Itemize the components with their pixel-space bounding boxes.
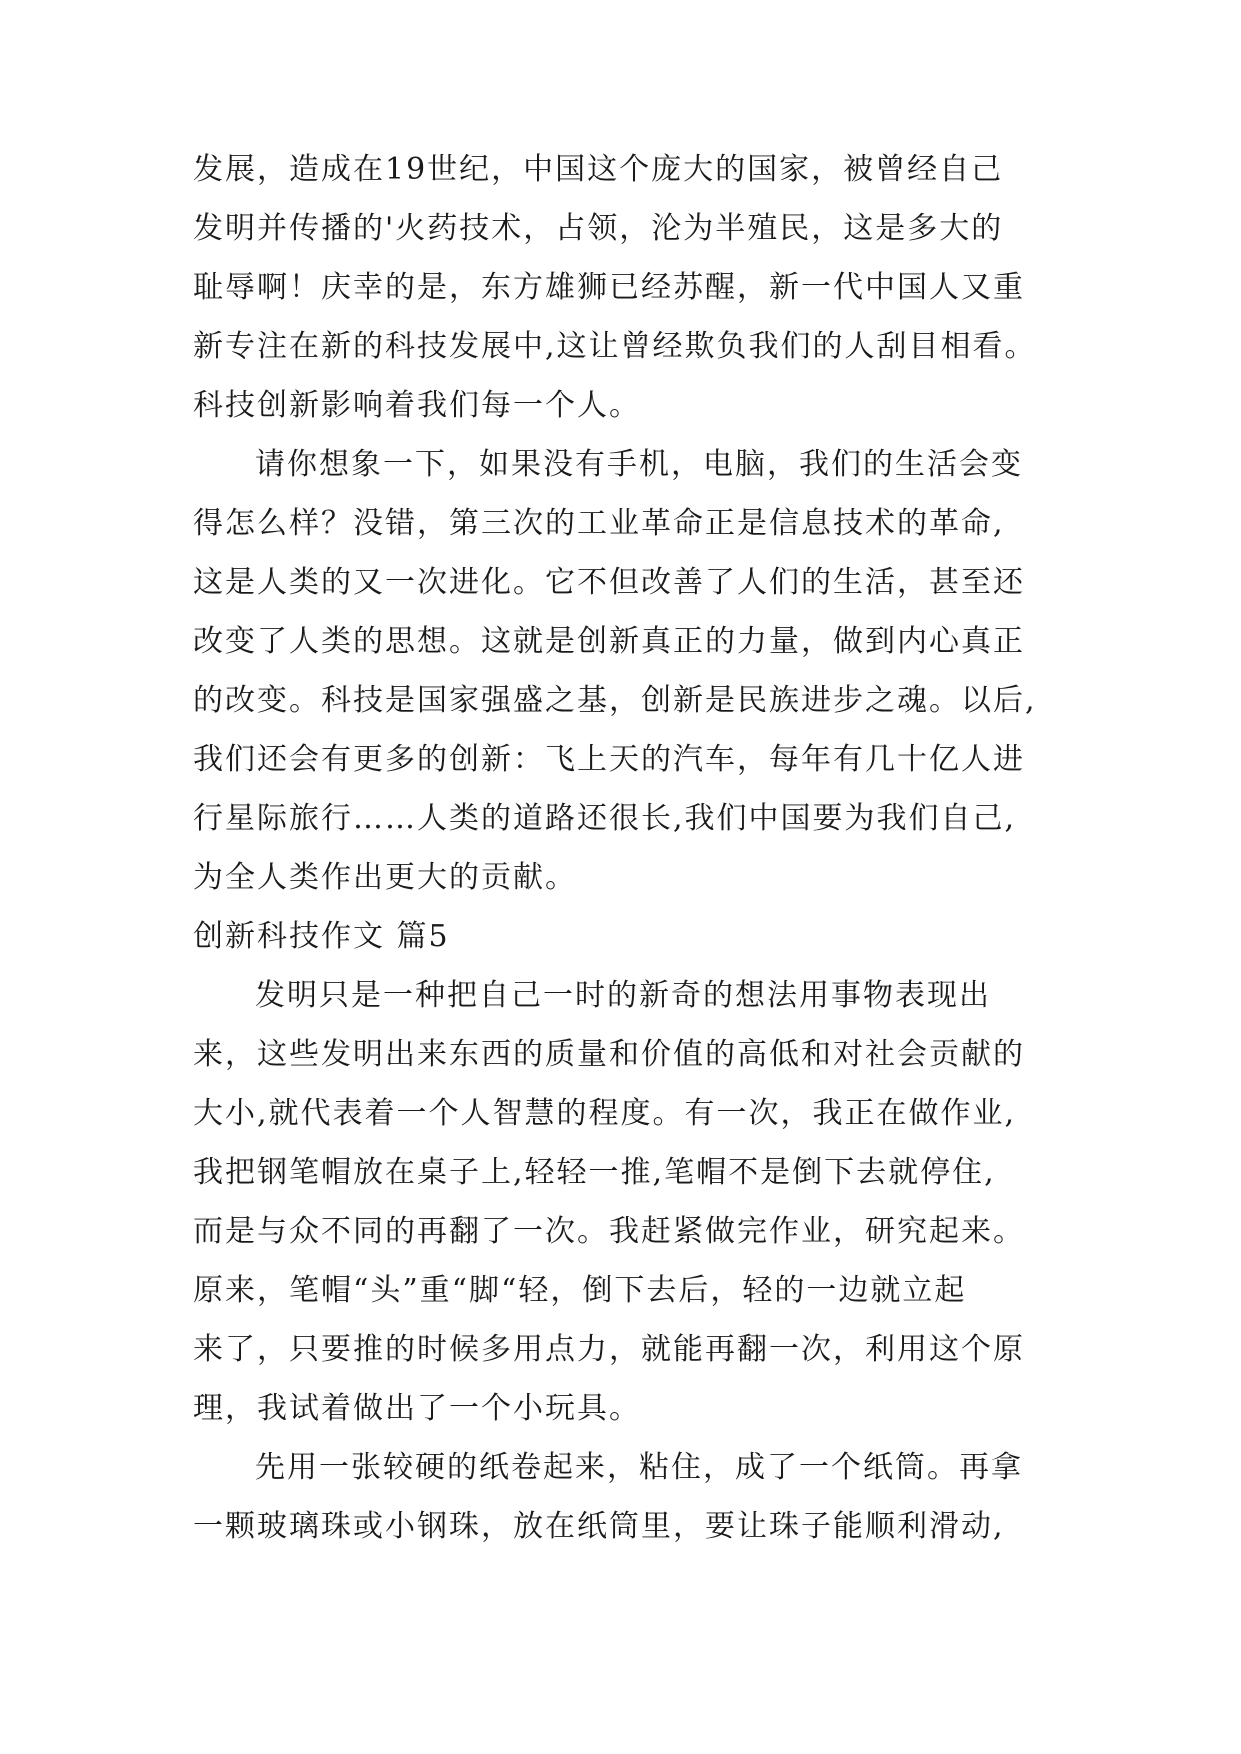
text-line: 理，我试着做出了一个小玩具。 (193, 1391, 641, 1426)
text-line: 这是人类的又一次进化。它不但改善了人们的生活，甚至还 (193, 565, 1025, 600)
paragraph-4 (193, 1450, 1063, 1544)
text-line: 来了，只要推的时候多用点力，就能再翻一次，利用这个原 (193, 1332, 1025, 1367)
text-line: 请你想象一下，如果没有手机，电脑，我们的生活会变 (255, 447, 1023, 482)
text-line: 科技创新影响着我们每一个人。 (193, 388, 641, 423)
text-line: 我把钢笔帽放在桌子上,轻轻一推,笔帽不是倒下去就停住, (193, 1155, 996, 1190)
text-line: 大小,就代表着一个人智慧的程度。有一次，我正在做作业, (193, 1096, 1017, 1131)
text-line: 发明并传播的'火药技术，占领，沦为半殖民，这是多大的 (193, 211, 1004, 246)
paragraph-2 (193, 447, 1063, 895)
text-line: 为全人类作出更大的贡献。 (193, 860, 577, 895)
text-line: 改变了人类的思想。这就是创新真正的力量，做到内心真正 (193, 624, 1025, 659)
text-line: 耻辱啊！庆幸的是，东方雄狮已经苏醒，新一代中国人又重 (193, 270, 1025, 305)
text-line: 发明只是一种把自己一时的新奇的想法用事物表现出 (255, 978, 991, 1013)
text-line: 发展，造成在19世纪，中国这个庞大的国家，被曾经自己 (193, 152, 1004, 187)
paragraph-3 (193, 978, 1063, 1426)
document-body (193, 152, 1063, 1571)
text-line: 我们还会有更多的创新：飞上天的汽车，每年有几十亿人进 (193, 742, 1025, 777)
paragraph-1 (193, 152, 1063, 423)
text-line: 来，这些发明出来东西的质量和价值的高低和对社会贡献的 (193, 1037, 1025, 1072)
text-line: 行星际旅行……人类的道路还很长,我们中国要为我们自己, (193, 801, 1017, 836)
text-line: 而是与众不同的再翻了一次。我赶紧做完作业，研究起来。 (193, 1214, 1025, 1249)
text-line: 先用一张较硬的纸卷起来，粘住，成了一个纸筒。再拿 (255, 1450, 1023, 1485)
text-line: 一颗玻璃珠或小钢珠，放在纸筒里，要让珠子能顺利滑动, (193, 1509, 1005, 1544)
text-line: 得怎么样？没错，第三次的工业革命正是信息技术的革命, (193, 506, 1005, 541)
text-line: 的改变。科技是国家强盛之基，创新是民族进步之魂。以后, (193, 683, 1037, 718)
text-line: 新专注在新的科技发展中,这让曾经欺负我们的人刮目相看。 (193, 329, 1037, 364)
text-line: 原来，笔帽“头”重“脚“轻，倒下去后，轻的一边就立起 (193, 1273, 967, 1308)
section-heading: 创新科技作文 篇5 (193, 919, 450, 954)
